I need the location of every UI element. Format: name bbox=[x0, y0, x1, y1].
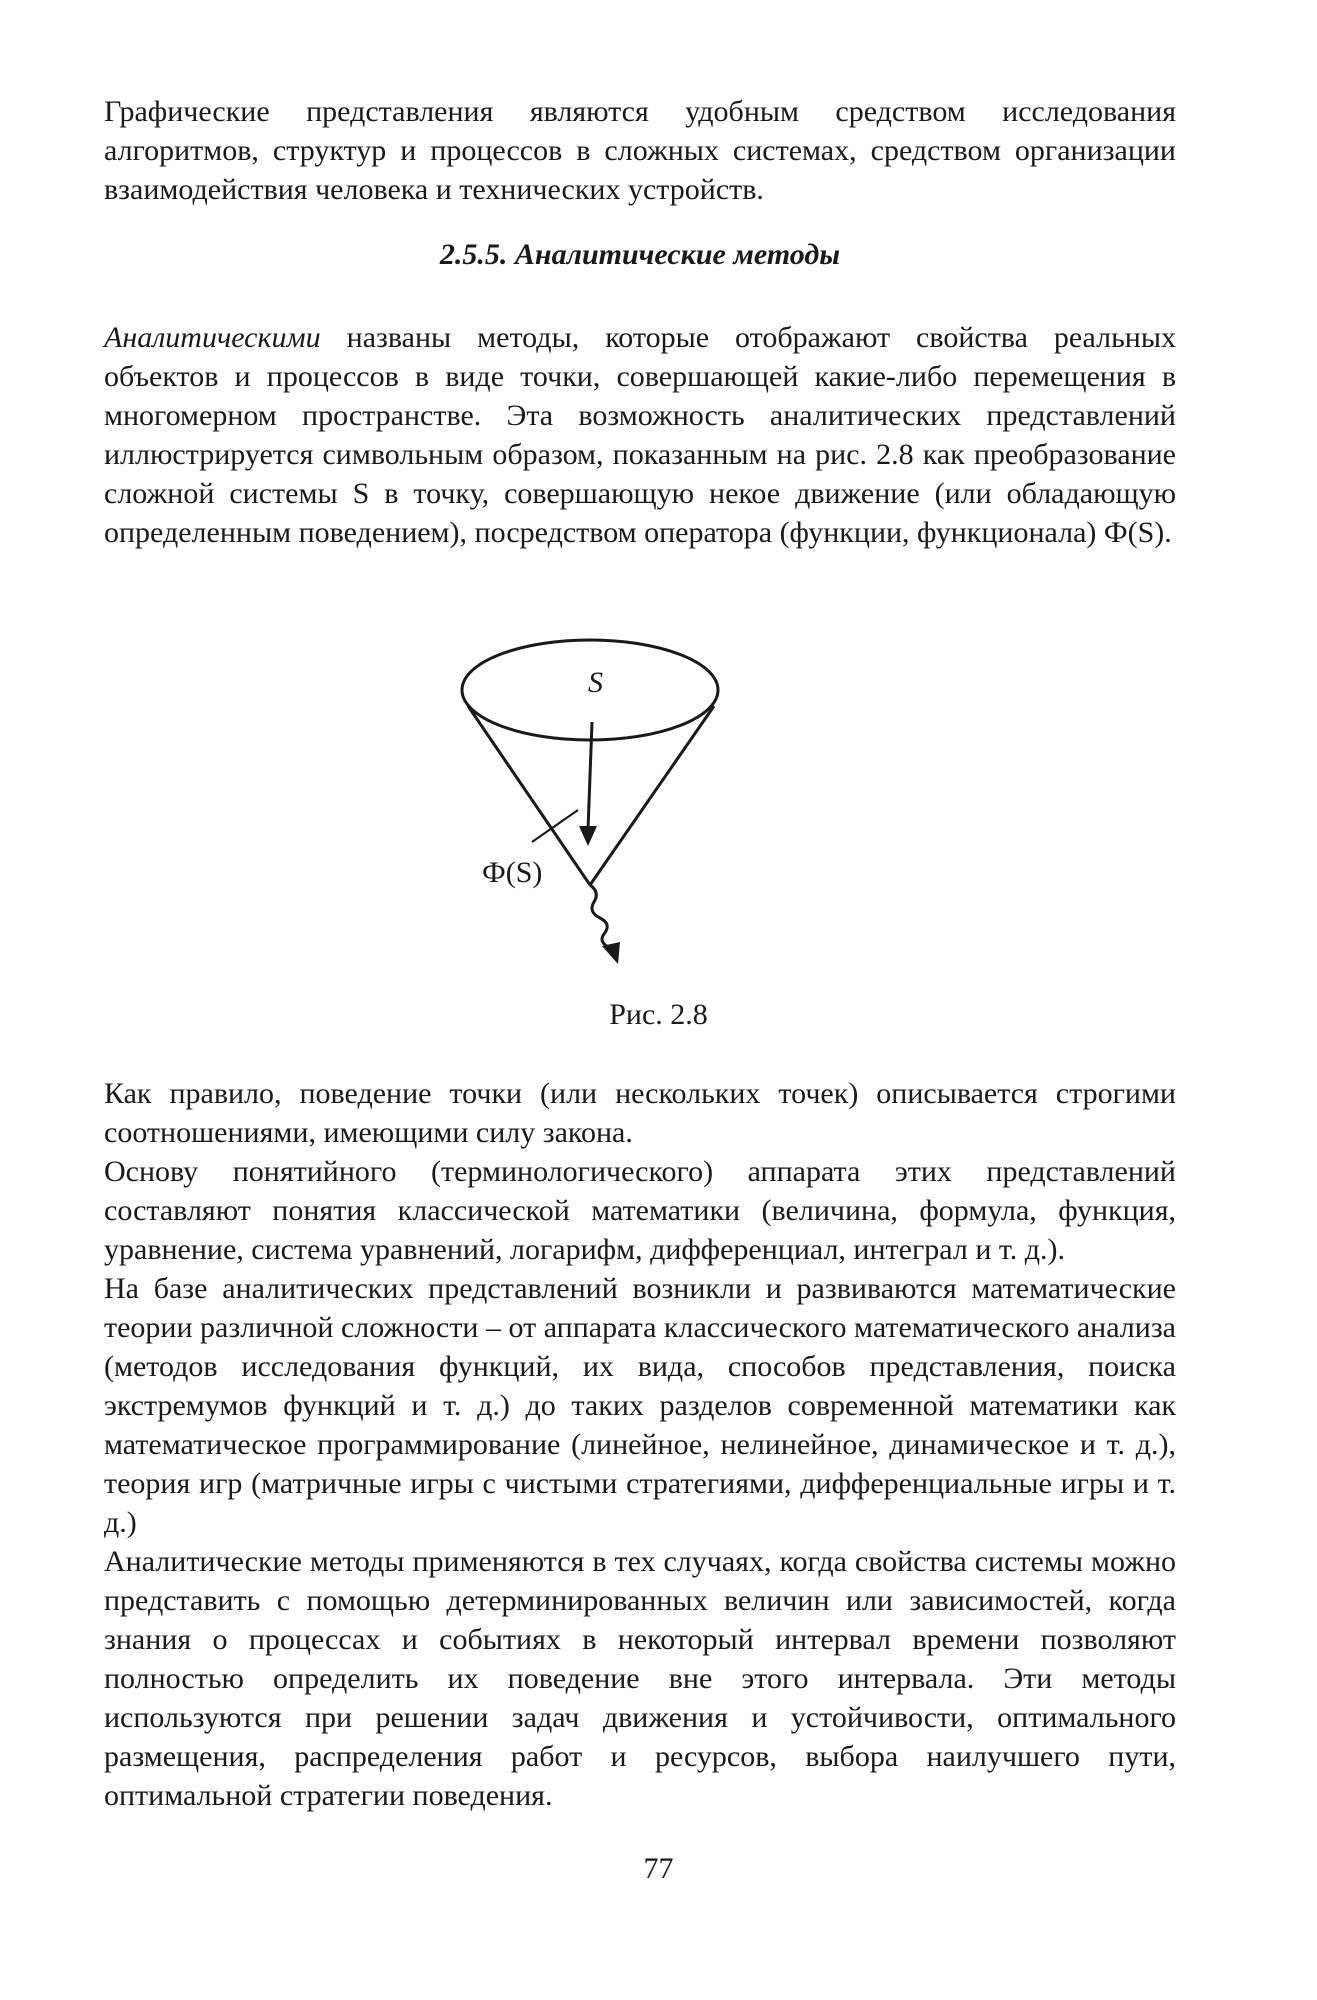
label-leader-line bbox=[532, 810, 578, 842]
section-heading: 2.5.5. Аналитические методы bbox=[439, 238, 841, 271]
operator-arrow-head bbox=[579, 826, 597, 846]
figure-caption: Рис. 2.8 bbox=[609, 998, 708, 1031]
cone-diagram bbox=[440, 630, 780, 970]
paragraph-rule: Как правило, поведение точки (или нескольких точек) описывается строгими соотношениями, имеющими силу закона. bbox=[104, 1077, 1176, 1149]
paragraph-intro: Графические представления являются удобным средством исследования алгоритмов, структур и процессов в сложных системах, средством организации взаимодействия человека и технических устройств. bbox=[104, 95, 1176, 206]
analytic-block bbox=[104, 318, 1176, 552]
operator-arrow-shaft bbox=[588, 722, 592, 830]
body-block bbox=[104, 1074, 1176, 1815]
intro-block bbox=[104, 92, 1176, 209]
analytic-text: названы методы, которые отображают свойства реальных объектов и процессов в виде точки, совершающей какие-либо перемещения в многомерном пространстве. Эта возможность аналитических представлений иллюстрируется символьным образом, показанным на рис. 2.8 как преобразование сложной системы S в точку, совершающую некое движение (или обладающую определенным поведением), посредством оператора (функции, функционала) Ф(S). bbox=[104, 321, 1176, 549]
figure-2-8 bbox=[440, 630, 780, 970]
label-s: S bbox=[588, 666, 603, 699]
page-number: 77 bbox=[643, 1852, 674, 1885]
motion-wavy-path bbox=[590, 885, 610, 948]
paragraph-theories: На базе аналитических представлений возникли и развиваются математические теории различной сложности – от аппарата классического математического анализа (методов исследования функций, их вида, способов представления, поиска экстремумов функций и т. д.) до таких разделов современной математики как математическое программирование (линейное, нелинейное, динамическое и т. д.), теория игр (матричные игры с чистыми стратегиями, дифференциальные игры и т. д.) bbox=[104, 1272, 1176, 1539]
paragraph-basis: Основу понятийного (терминологического) аппарата этих представлений составляют понятия классической математики (величина, формула, функция, уравнение, система уравнений, логарифм, дифференциал, интеграл и т. д.). bbox=[104, 1155, 1176, 1266]
label-phi-s: Ф(S) bbox=[482, 856, 543, 889]
paragraph-usage: Аналитические методы применяются в тех случаях, когда свойства системы можно представить с помощью детерминированных величин или зависимостей, когда знания о процессах и событиях в некоторый интервал времени позволяют полностью определить их поведение вне этого интервала. Эти методы используются при решении задач движения и устойчивости, оптимального размещения, распределения работ и ресурсов, выбора наилучшего пути, оптимальной стратегии поведения. bbox=[104, 1545, 1176, 1812]
analytic-term: Аналитическими bbox=[104, 321, 321, 354]
paragraph-analytic bbox=[104, 318, 1176, 552]
